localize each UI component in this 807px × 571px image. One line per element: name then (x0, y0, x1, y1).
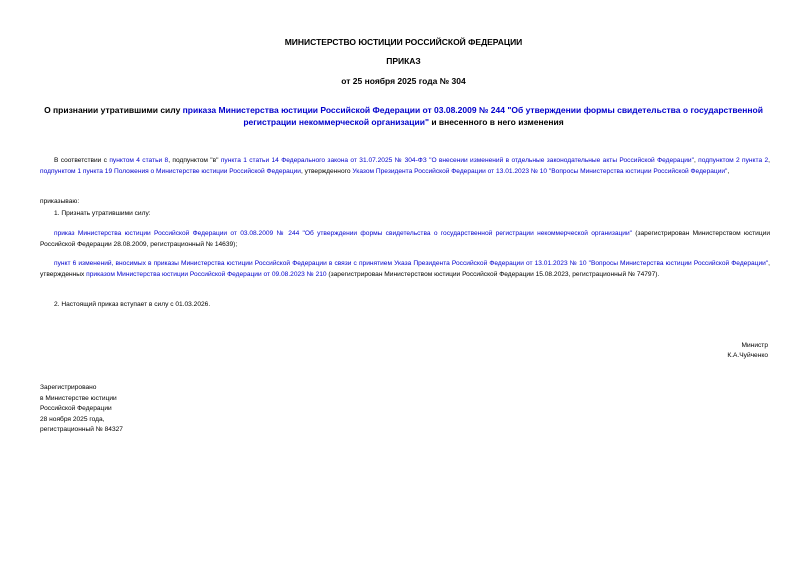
item-1a (40, 229, 770, 250)
doc-type: ПРИКАЗ (386, 56, 421, 66)
subject-suffix: и внесенного в него изменения (428, 117, 564, 127)
item-2: 2. Настоящий приказ вступает в силу с 01.03.2026. (54, 301, 211, 308)
preamble-text: , подпунктом "в" (168, 157, 221, 164)
preamble-text: , (693, 157, 699, 164)
preamble-paragraph (40, 156, 770, 177)
item-1b-text: (зарегистрирован Министерством юстиции Российской Федерации 15.08.2023, регистрационный № 74797). (326, 270, 660, 278)
preamble-text: , утвержденного (301, 167, 353, 175)
registration-line: Российской Федерации (40, 405, 112, 412)
changes-item6-link[interactable]: пункт 6 изменений, вносимых в приказы Министерства юстиции Российской Федерации в связи с принятием Указа Президента Российской Федерации от 13.01.2023 № 10 "Вопросы Министерства юстиции Российской Федерации" (54, 260, 769, 267)
registration-block (40, 383, 123, 436)
law-link-article8[interactable]: пунктом 4 статьи 8 (109, 157, 169, 164)
regulation-link[interactable]: подпунктом 1 пункта 19 Положения о Министерстве юстиции Российской Федерации (40, 167, 301, 175)
item-1a-text: (зарегистрирован Министерством юстиции Российской Федерации 28.08.2009, регистрационный № 14639); (40, 230, 771, 248)
doc-subject (40, 104, 767, 128)
preamble-text: В соответствии с (54, 157, 110, 164)
item-1b-text: , утвержденных (40, 260, 770, 278)
doc-date-number: от 25 ноября 2025 года № 304 (341, 76, 466, 86)
order-244-link[interactable]: приказ Министерства юстиции Российской Федерации от 03.08.2009 № 244 "Об утверждении формы свидетельства о государственной регистрации некоммерческой организации" (54, 230, 633, 237)
registration-line: 28 ноября 2025 года, (40, 415, 105, 423)
decree-link[interactable]: Указом Президента Российской Федерации от 13.01.2023 № 10 "Вопросы Министерства юстиции Российской Федерации" (352, 167, 728, 175)
order-210-link[interactable]: приказом Министерства юстиции Российской Федерации от 09.08.2023 № 210 (86, 270, 327, 278)
law-link-subitem2[interactable]: подпунктом 2 пункта 2 (698, 157, 769, 164)
signature-position: Министр (741, 342, 768, 349)
preamble-text: , (727, 167, 730, 175)
ministry-title: МИНИСТЕРСТВО ЮСТИЦИИ РОССИЙСКОЙ ФЕДЕРАЦИИ (284, 37, 523, 47)
signature-name: К.А.Чуйченко (727, 352, 768, 359)
registration-line: Зарегистрировано (40, 384, 97, 391)
subject-prefix: О признании утратившими силу (44, 105, 183, 115)
registration-line: регистрационный № 84327 (40, 426, 123, 433)
law-link-article14[interactable]: пункта 1 статьи 14 Федерального закона от 31.07.2025 № 304-ФЗ "О внесении изменений в отдельные законодательные акты Российской Федерации" (220, 157, 694, 164)
order-word: приказываю: (40, 198, 80, 205)
subject-link[interactable]: приказа Министерства юстиции Российской Федерации от 03.08.2009 № 244 "Об утверждении формы свидетельства о государственной регистрации некоммерческой организации" (182, 105, 763, 127)
preamble-text: , (768, 157, 770, 164)
item-1b (40, 259, 770, 280)
item-1: 1. Признать утратившими силу: (54, 210, 151, 217)
registration-line: в Министерстве юстиции (40, 394, 117, 402)
